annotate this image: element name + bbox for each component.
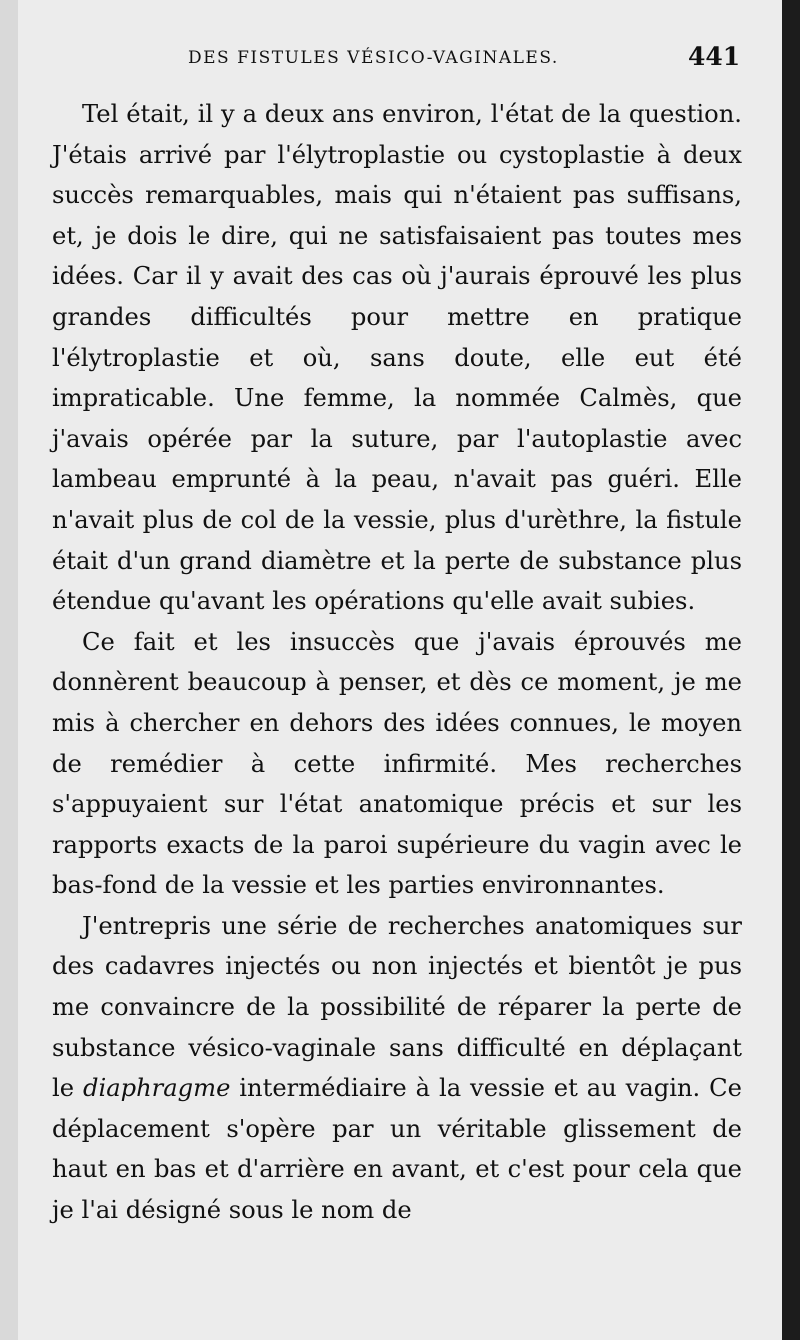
- paragraph-3: [52, 906, 742, 1231]
- paragraph-1: Tel était, il y a deux ans environ, l'état de la question. J'étais arrivé par l'élytroplastie ou cystoplastie à deux succès remarquables, mais qui n'étaient pas suffisans, et, je dois le dire, qui ne satisfaisaient pas toutes mes idées. Car il y avait des cas où j'aurais éprouvé les plus grandes difficultés pour mettre en pratique l'élytroplastie et où, sans doute, elle eut été impraticable. Une femme, la nommée Calmès, que j'avais opérée par la suture, par l'autoplastie avec lambeau emprunté à la peau, n'avait pas guéri. Elle n'avait plus de col de la vessie, plus d'urèthre, la fistule était d'un grand diamètre et la perte de substance plus étendue qu'avant les opérations qu'elle avait subies.: [52, 100, 742, 616]
- italic-term: diaphragme: [82, 1074, 231, 1103]
- paragraph-3-text-after: intermédiaire à la vessie et au vagin. Ce déplacement s'opère par un véritable glissement de haut en bas et d'arrière en avant, et c'est pour cela que je l'ai désigné sous le nom de: [52, 1074, 742, 1225]
- page-header: [18, 42, 786, 76]
- page-edge-shadow: [782, 0, 800, 1340]
- paragraph-2: Ce fait et les insuccès que j'avais éprouvés me donnèrent beaucoup à penser, et dès ce moment, je me mis à chercher en dehors des idées connues, le moyen de remédier à cette infirmité. Mes recherches s'appuyaient sur l'état anatomique précis et sur les rapports exacts de la paroi supérieure du vagin avec le bas-fond de la vessie et les parties environnantes.: [52, 627, 742, 900]
- paragraph-3-text-before: J'entrepris une série de recherches anatomiques sur des cadavres injectés ou non injectés et bientôt je pus me convaincre de la possibilité de réparer la perte de substance vésico-vaginale sans difficulté en déplaçant le: [52, 911, 742, 1103]
- running-title: DES FISTULES VÉSICO-VAGINALES.: [188, 48, 559, 68]
- body-text: [52, 94, 742, 1231]
- book-page: [18, 0, 786, 1340]
- page-number: 441: [688, 42, 741, 71]
